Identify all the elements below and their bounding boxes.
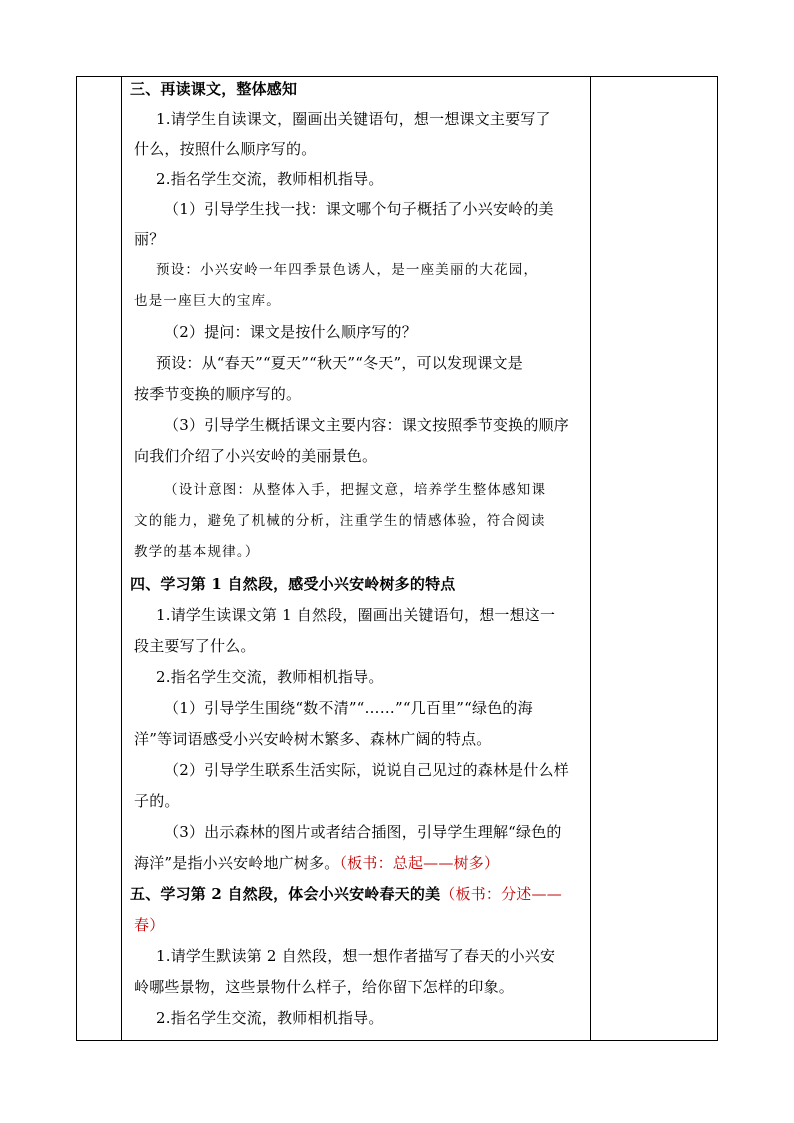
text-line (156, 353, 622, 373)
line-text: （2）引导学生联系生活实际，说说自己见过的森林是什么样 (164, 761, 569, 779)
line-text: 预设：小兴安岭一年四季景色诱人，是一座美丽的大花园， (156, 262, 539, 278)
line-text: （2）提问：课文是按什么顺序写的？ (164, 323, 417, 341)
text-line (134, 384, 600, 404)
text-line (164, 199, 630, 219)
line-text: （1）引导学生围绕“数不清”“……”“几百里”“绿色的海 (164, 699, 533, 717)
line-text: （3）引导学生概括课文主要内容：课文按照季节变换的顺序 (164, 416, 569, 434)
line-text: 1.请学生读课文第 1 自然段，圈画出关键语句，想一想这一 (156, 606, 556, 624)
line-text: 1.请学生自读课文，圈画出关键语句，想一想课文主要写了 (156, 110, 551, 128)
text-line (164, 822, 630, 842)
blackboard-note: （板书：总起——树多） (339, 854, 500, 872)
line-text: 五、学习第 2 自然段，体会小兴安岭春天的美 (130, 885, 441, 903)
line-text: 教学的基本规律。） (134, 544, 260, 560)
text-line (164, 698, 630, 718)
blackboard-note: 春） (134, 916, 165, 934)
line-text: （设计意图：从整体入手，把握文意，培养学生整体感知课 (164, 482, 547, 498)
blackboard-note: （板书：分述—— (440, 885, 562, 903)
text-line (134, 915, 600, 935)
text-line (156, 605, 622, 625)
text-line (156, 169, 622, 189)
line-text: 洋”等词语感受小兴安岭树木繁多、森林广阔的特点。 (134, 730, 492, 748)
line-text: （1）引导学生找一找：课文哪个句子概括了小兴安岭的美 (164, 200, 554, 218)
text-line (156, 1008, 622, 1028)
line-text: 什么，按照什么顺序写的。 (134, 140, 317, 158)
text-line (134, 977, 600, 997)
line-text: 丽？ (134, 230, 165, 248)
text-line (164, 322, 630, 342)
text-line (156, 109, 622, 129)
text-line (134, 511, 600, 531)
section-heading (130, 79, 596, 99)
line-text: 向我们介绍了小兴安岭的美丽景色。 (134, 447, 378, 465)
text-line (134, 853, 600, 873)
text-line (134, 139, 600, 159)
line-text: 海洋”是指小兴安岭地广树多。 (134, 854, 340, 872)
section-heading (130, 884, 596, 904)
text-line (156, 260, 622, 280)
table-column-divider-left (121, 77, 122, 1040)
text-line (164, 760, 630, 780)
line-text: 岭哪些景物，这些景物什么样子，给你留下怎样的印象。 (134, 978, 515, 996)
line-text: 2.指名学生交流，教师相机指导。 (156, 668, 384, 686)
line-text: （3）出示森林的图片或者结合插图，引导学生理解“绿色的 (164, 823, 562, 841)
line-text: 2.指名学生交流，教师相机指导。 (156, 170, 384, 188)
line-text: 也是一座巨大的宝库。 (134, 293, 281, 309)
section-heading (130, 574, 596, 594)
line-text: 按季节变换的顺序写的。 (134, 385, 302, 403)
line-text: 段主要写了什么。 (134, 637, 256, 655)
text-line (164, 415, 630, 435)
line-text: 文的能力，避免了机械的分析，注重学生的情感体验，符合阅读 (134, 513, 546, 529)
line-text: 三、再读课文，整体感知 (130, 80, 298, 98)
text-line (156, 946, 622, 966)
text-line (134, 229, 600, 249)
text-line (134, 729, 600, 749)
line-text: 1.请学生默读第 2 自然段，想一想作者描写了春天的小兴安 (156, 947, 556, 965)
text-line (156, 667, 622, 687)
line-text: 预设：从“春天”“夏天”“秋天”“冬天”，可以发现课文是 (156, 354, 523, 372)
line-text: 子的。 (134, 792, 180, 810)
text-line (134, 636, 600, 656)
text-line (134, 791, 600, 811)
line-text: 2.指名学生交流，教师相机指导。 (156, 1009, 384, 1027)
text-line (134, 446, 600, 466)
text-line (164, 480, 630, 500)
text-line (134, 542, 600, 562)
line-text: 四、学习第 1 自然段，感受小兴安岭树多的特点 (130, 575, 456, 593)
text-line (134, 291, 600, 311)
